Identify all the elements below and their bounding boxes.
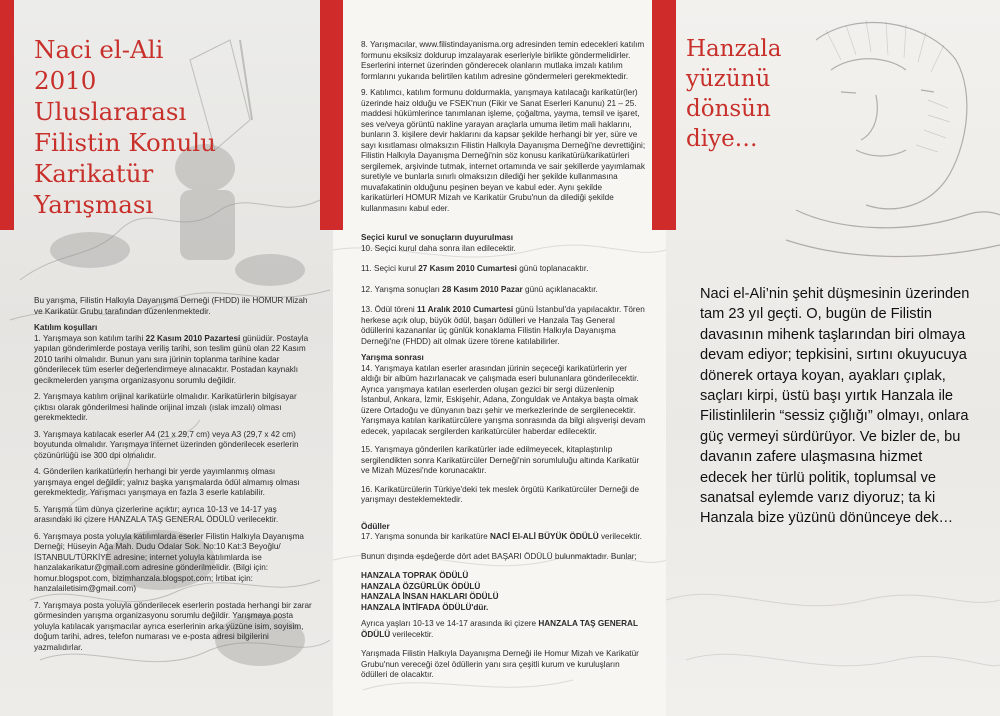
rule-11: 11. Seçici kurul 27 Kasım 2010 Cumartesi günü toplanacaktır. xyxy=(361,264,589,273)
red-band-middle-right xyxy=(652,0,666,230)
success-awards-text: Bunun dışında eşdeğerde dört adet BAŞARI ÖDÜLÜ bulunmaktadır. Bunlar; xyxy=(361,551,637,561)
jury-heading: Seçici kurul ve sonuçların duyurulması xyxy=(361,233,513,242)
rule-10: 10. Seçici kurul daha sonra ilan edilecektir. xyxy=(361,243,516,253)
competition-title: Naci el-Ali 2010 Uluslararası Filistin Konulu Karikatür Yarışması xyxy=(34,35,216,219)
rule-12: 12. Yarışma sonuçları 28 Kasım 2010 Pazar günü açıklanacaktır. xyxy=(361,284,598,294)
rule-8: 8. Yarışmacılar, www.filistindayanisma.org adresinden temin edecekleri katılım formunu eksiksiz doldurup imzalayarak eserleriyle birlikte göndermelidirler. Eserlerini internet üzerinden gönderecek olanların mutlaka imzalı katılım formlarını yukarıda belirtilen katılım adresine göndermeleri gerekmektedir. xyxy=(361,40,645,81)
rule-14: 14. Yarışmaya katılan eserler arasından jürinin seçeceği karikatürlerin yer aldığı bir albüm hazırlanacak ve çalışmada eseri bulunanlara gönderilecektir. Ayrıca yarışmaya katılan eserlerden oluşan gezici bir sergi düzenlenip İstanbul, Ankara, İzmir, Eskişehir, Adana, Zonguldak ve Antakya başta olmak üzere Ortadoğu ve dünyanın bazı şehir ve merkezlerinde de sergilenecektir. Yarışmaya katılan karikatürcülere yarışma sonrasında da bilgi alışverişi devam edecek, yapılacak sergilerden karikatürcüler haberdar edilecektir. xyxy=(361,363,646,436)
rule-2: 2. Yarışmaya katılım orijinal karikatürle olmalıdır. Karikatürlerin bilgisayar çıktısı olarak gönderilmesi halinde orijinal imzalı (ıslak imzalı) olması gerekmektedir. xyxy=(34,392,297,422)
rule-9: 9. Katılımcı, katılım formunu doldurmakla, yarışmaya katılacağı karikatür(ler) üzerinde haiz olduğu ve FSEK'nun (Fikir ve Sanat Eserleri Kanunu) 21 – 25. maddesi hükümlerince tanımlanan işleme, çoğaltma, yayma, temsil ve işaret, ses ve/veya görüntü nakline yarayan araçlarla umuma iletim mali haklarını, bunların 3. kişilere devir haklarını da kapsar şekilde herhangi bir yer, süre ve sayı kısıtlaması olmaksızın Filistin Halkıyla Dayanışma Derneği'ne devrettiğini; Filistin Halkıyla Dayanışma Derneği'nin söz konusu karikatürü/karikatürleri sergilemek, arşivinde tutmak, internet ortamında ve sair şekillerde yayımlamak suretiyle ve bunlarla sınırlı olmaksızın dilediği her şekilde kullanmasına muvafakatinin olduğunu peşinen beyan ve kabul eder. Aynı şekilde karikatürleri HOMUR Mizah ve Karikatür Grubu'nun da dilediği şekilde kullanmasını kabul eder. xyxy=(361,88,646,213)
awards-heading: Ödüller xyxy=(361,521,390,531)
rule-15: 15. Yarışmaya gönderilen karikatürler iade edilmeyecek, kitaplaştırılıp sergilendikten sonra Karikatürcüler Derneği'nin sorumluluğu altında Karikatür ve Mizah Müzesi'nde korunacaktır. xyxy=(361,445,640,475)
award-item: HANZALA İNTİFADA ÖDÜLÜ'dür. xyxy=(361,602,489,612)
rule-17-pre: 17. Yarışma sonunda bir karikatüre xyxy=(361,532,490,541)
middle-column-text: Seçici kurul ve sonuçların duyurulması 10. Seçici kurul daha sonra ilan edilecektir. 11. Seçici kurul 27 Kasım 2010 Cumartesi günü toplanacaktır. 12. Yarışma sonuçları 28 Kasım 2010 Pazar günü açıklanacaktır. 13. Ödül töreni 11 Aralık 2010 Cumartesi günü İstanbul'da yapılacaktır. Tören herkese açık olup, büyük ödül, başarı ödülleri ve Hanzala Taş General ödüllerini kazananlar üç günlük konaklama Filistin Halkıyla Dayanışma Derneği'ne (FHDD) ait olmak üzere törene katılabilirler. Yarışma sonrası 14. Yarışmaya katılan eserler arasından jürinin seçeceği karikatürlerin yer aldığı bir albüm hazırlanacak ve çalışmada eseri bulunanlara gönderilecektir. Ayrıca yarışmaya katılan eserlerden oluşan gezici bir sergi düzenlenip İstanbul, Ankara, İzmir, Eskişehir, Adana, Zonguldak ve Antakya başta olmak üzere Ortadoğu ve dünyanın bazı şehir ve merkezlerinde de sergilenecektir. Yarışmaya katılan karikatürcülere yarışma sonrasında da bilgi alışverişi devam edecek, yapılacak sergilerden karikatürcüler haberdar edilecektir. 15. Yarışmaya gönderilen karikatürler iade edilmeyecek, kitaplaştırılıp sergilendikten sonra Karikatürcüler Derneği'nin sorumluluğu altında Karikatür ve Mizah Müzesi'nde korunacaktır. 16. Karikatürcülerin Türkiye'deki tek meslek örgütü Karikatürcüler Derneği de yarışmayı desteklemektedir. Ödüller 17. Yarışma sonunda bir karikatüre NACİ El-ALİ BÜYÜK ÖDÜLÜ verilecektir. Bunun dışında eşdeğerde dört adet BAŞARI ÖDÜLÜ bulunmaktadır. Bunlar; HANZALA TOPRAK ÖDÜLÜ HANZALA ÖZGÜRLÜK ÖDÜLÜ HANZALA İNSAN HAKLARI ÖDÜLÜ HANZALA İNTİFADA ÖDÜLÜ'dür. Ayrıca yaşları 10-13 ve 14-17 arasında iki çizere HANZALA TAŞ GENERAL ÖDÜLÜ verilecektir. Yarışmada Filistin Halkıyla Dayanışma Derneği ile Homur Mizah ve Karikatür Grubu'nun vereceği özel ödüllerin yanı sıra çeşitli kurum ve kuruluşların ödülleri de olacaktır. xyxy=(361,233,646,679)
award-item: HANZALA TOPRAK ÖDÜLÜ xyxy=(361,571,469,580)
rule-1-pre: 1. Yarışmaya son katılım tarihi xyxy=(34,333,146,343)
conditions-heading: Katılım koşulları xyxy=(34,323,98,332)
rule-1-date: 22 Kasım 2010 Pazartesi xyxy=(145,333,241,343)
rule-4: 4. Gönderilen karikatürlerin herhangi bir yerde yayımlanmış olması yarışmaya engel değildir; yalnız başka yarışmalarda ödül almamış olması gerekmektedir. Yarışmacı yarışmaya en fazla 3 eserle katılabilir. xyxy=(34,467,300,497)
rule-1-post: günüdür. Postayla yapılan gönderimlerde postaya veriliş tarihi, son teslim günü olan 22 Kasım 2010 tarihi olmalıdır. Bunun yanı sıra jürinin toplanma tarihine kadar gönderilecek tüm eserler değerlendirmeye alınacaktır. Postadan kaynaklı gecikmelerden yarışma organizasyonu sorumlu değildir. xyxy=(34,333,309,385)
slogan-title: Hanzala yüzünü dönsün diye… xyxy=(686,36,782,152)
rule-13: 13. Ödül töreni 11 Aralık 2010 Cumartesi günü İstanbul'da yapılacaktır. Tören herkese açık olup, büyük ödül, başarı ödülleri ve Hanzala Taş General ödüllerini kazananlar üç günlük konaklama Filistin Halkıyla Dayanışma Derneği'ne (FHDD) ait olmak üzere törene katılabilirler. xyxy=(361,305,645,346)
rule-3: 3. Yarışmaya katılacak eserler A4 (21 x 29,7 cm) veya A3 (29,7 x 42 cm) boyutunda olmalıdır. Yarışmaya internet üzerinden gönderilecek eserlerin çözünürlüğü ise 300 dpi olmalıdır. xyxy=(34,429,299,460)
red-band-middle-left xyxy=(333,0,343,230)
intro-text: Bu yarışma, Filistin Halkıyla Dayanışma Derneği (FHDD) ile HOMUR Mizah ve Karikatür Grubu tarafından düzenlenmektedir. xyxy=(34,296,308,316)
award-item: HANZALA ÖZGÜRLÜK ÖDÜLÜ xyxy=(361,581,481,591)
red-band-left-inner xyxy=(320,0,333,230)
after-heading: Yarışma sonrası xyxy=(361,353,424,362)
rule-6: 6. Yarışmaya posta yoluyla katılımlarda eserler Filistin Halkıyla Dayanışma Derneği; Hüseyin Ağa Mah. Dudu Odalar Sok. No:10 Kat:3 Beyoğlu/İSTANBUL/TÜRKİYE adresine; internet yoluyla katılımlarda ise hanzalakarikatur@gmail.com adresine gönderilmelidir. (Bilgi için: homur.blogspot.com, bizimhanzala.blogspot.com; İrtibat için: hanzalailetisim@gmail.com) xyxy=(34,531,304,593)
youth-award-text: Ayrıca yaşları 10-13 ve 14-17 arasında iki çizere HANZALA TAŞ GENERAL ÖDÜLÜ verilecektir. xyxy=(361,619,638,639)
rule-5: 5. Yarışma tüm dünya çizerlerine açıktır; ayrıca 10-13 ve 14-17 yaş arasındaki iki çizere HANZALA TAŞ GENERAL ÖDÜLÜ verilecektir. xyxy=(34,504,279,524)
grand-award: NACİ El-ALİ BÜYÜK ÖDÜLÜ xyxy=(489,532,599,541)
left-column-text xyxy=(34,296,314,659)
rule-16: 16. Karikatürcülerin Türkiye'deki tek meslek örgütü Karikatürcüler Derneği de yarışmayı desteklemektedir. xyxy=(361,484,640,504)
red-band-left xyxy=(0,0,14,230)
award-list xyxy=(361,571,646,613)
middle-column-top-text xyxy=(361,40,646,220)
rule-7: 7. Yarışmaya posta yoluyla gönderilecek eserlerin postada herhangi bir zarar görmesinden yarışma organizasyonu sorumlu değildir. Yarışmaya posta yoluyla katılacak yarışmacılar ayrıca eserlerinin arka yüzüne isim, soyisim, doğum tarihi, adres, telefon numarası ve e-posta adresi bilgilerini yazmalıdırlar. xyxy=(34,600,312,652)
award-item: HANZALA İNSAN HAKLARI ÖDÜLÜ xyxy=(361,592,499,601)
red-band-right xyxy=(666,0,676,230)
final-text: Yarışmada Filistin Halkıyla Dayanışma Derneği ile Homur Mizah ve Karikatür Grubu'nun vereceği özel ödüllerin yanı sıra çeşitli kurum ve kuruluşların ödülleri de olacaktır. xyxy=(361,649,639,679)
statement-text: Naci el-Ali’nin şehit düşmesinin üzerinden tam 23 yıl geçti. O, bugün de Filistin davasının mihenk taşlarından biri olmaya devam ediyor; tepkisini, sırtını okuyucuya dönerek ortaya koyan, ayakları çıplak, saçları kirpi, üstü başı yırtık Hanzala ile Filistinlilerin “sessiz çığlığı” olmayı, onlara güç vermeyi sürdürüyor. Ve bizler de, bu davanın zafere ulaşmasına hizmet edecek her türlü politik, toplumsal ve sanatsal eylemde varız diyoruz; ta ki Hanzala bize yüzünü dönünceye dek… xyxy=(700,286,970,527)
